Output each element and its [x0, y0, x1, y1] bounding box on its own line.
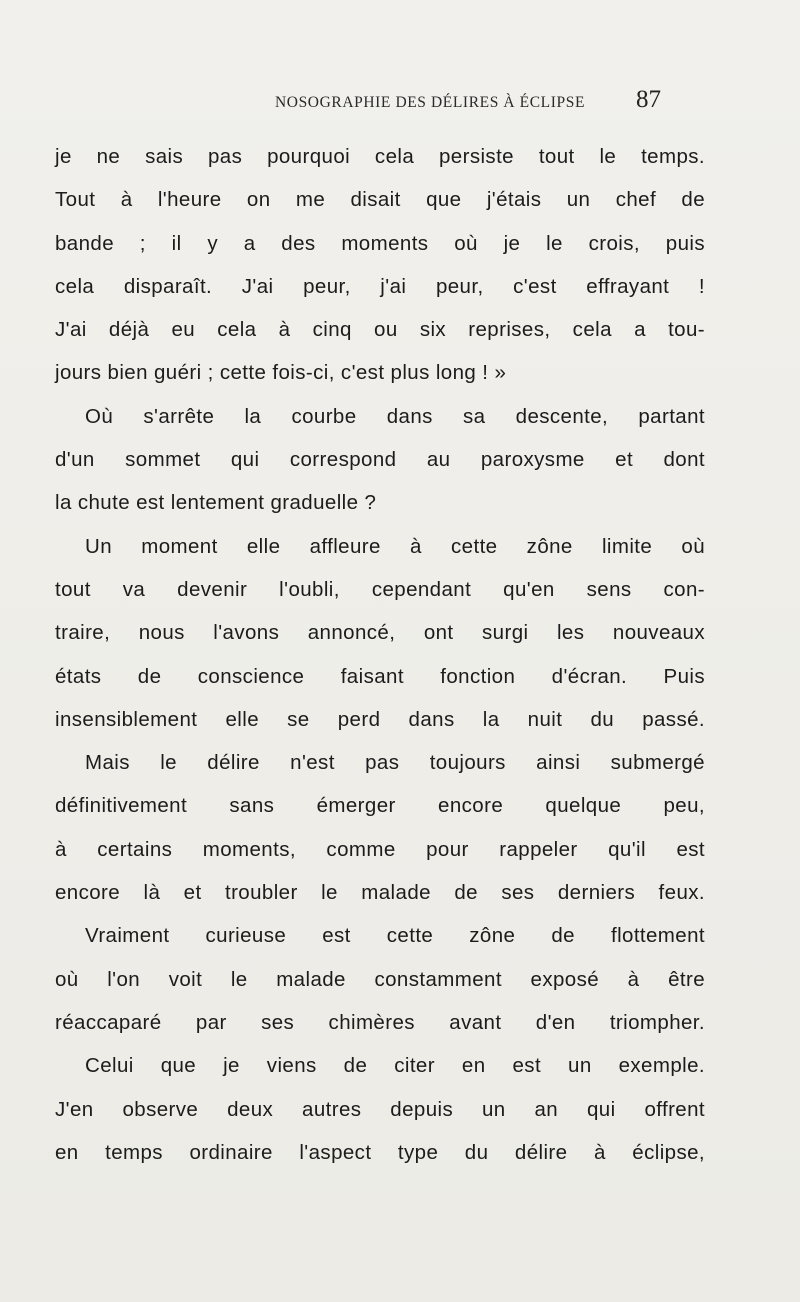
text-line: jours bien guéri ; cette fois-ci, c'est plus long ! »	[55, 361, 507, 385]
text-line: encore là et troubler le malade de ses derniers feux.	[55, 881, 705, 905]
text-line: Vraiment curieuse est cette zône de flottement	[85, 924, 705, 948]
text-line: insensiblement elle se perd dans la nuit du passé.	[55, 707, 705, 731]
text-line: tout va devenir l'oubli, cependant qu'en sens con-	[55, 577, 705, 601]
text-line: la chute est lentement graduelle ?	[55, 491, 377, 515]
text-line: J'ai déjà eu cela à cinq ou six reprises, cela a tou-	[55, 318, 705, 342]
text-line: je ne sais pas pourquoi cela persiste tout le temps.	[55, 145, 705, 168]
text-line: d'un sommet qui correspond au paroxysme et dont	[55, 448, 705, 472]
text-line: J'en observe deux autres depuis un an qui offrent	[55, 1097, 705, 1121]
text-line: Mais le délire n'est pas toujours ainsi submergé	[85, 751, 705, 775]
text-line: où l'on voit le malade constamment exposé à être	[55, 967, 705, 991]
text-line: Tout à l'heure on me disait que j'étais un chef de	[55, 188, 705, 212]
running-head	[0, 86, 800, 116]
text-line: traire, nous l'avons annoncé, ont surgi les nouveaux	[55, 621, 705, 645]
text-line: Celui que je viens de citer en est un exemple.	[85, 1054, 705, 1078]
text-line: à certains moments, comme pour rappeler qu'il est	[55, 837, 705, 861]
running-title: NOSOGRAPHIE DES DÉLIRES À ÉCLIPSE	[275, 94, 586, 111]
text-line: définitivement sans émerger encore quelque peu,	[55, 794, 705, 818]
text-line: Où s'arrête la courbe dans sa descente, partant	[85, 404, 705, 428]
text-line: cela disparaît. J'ai peur, j'ai peur, c'est effrayant !	[55, 274, 705, 298]
page-number: 87	[636, 86, 661, 113]
text-line: états de conscience faisant fonction d'écran. Puis	[55, 664, 705, 688]
text-line: Un moment elle affleure à cette zône limite où	[85, 534, 705, 558]
text-line: bande ; il y a des moments où je le crois, puis	[55, 231, 705, 255]
text-line: réaccaparé par ses chimères avant d'en triompher.	[55, 1010, 705, 1034]
text-line: en temps ordinaire l'aspect type du délire à éclipse,	[55, 1140, 705, 1164]
body-text	[55, 135, 705, 1174]
